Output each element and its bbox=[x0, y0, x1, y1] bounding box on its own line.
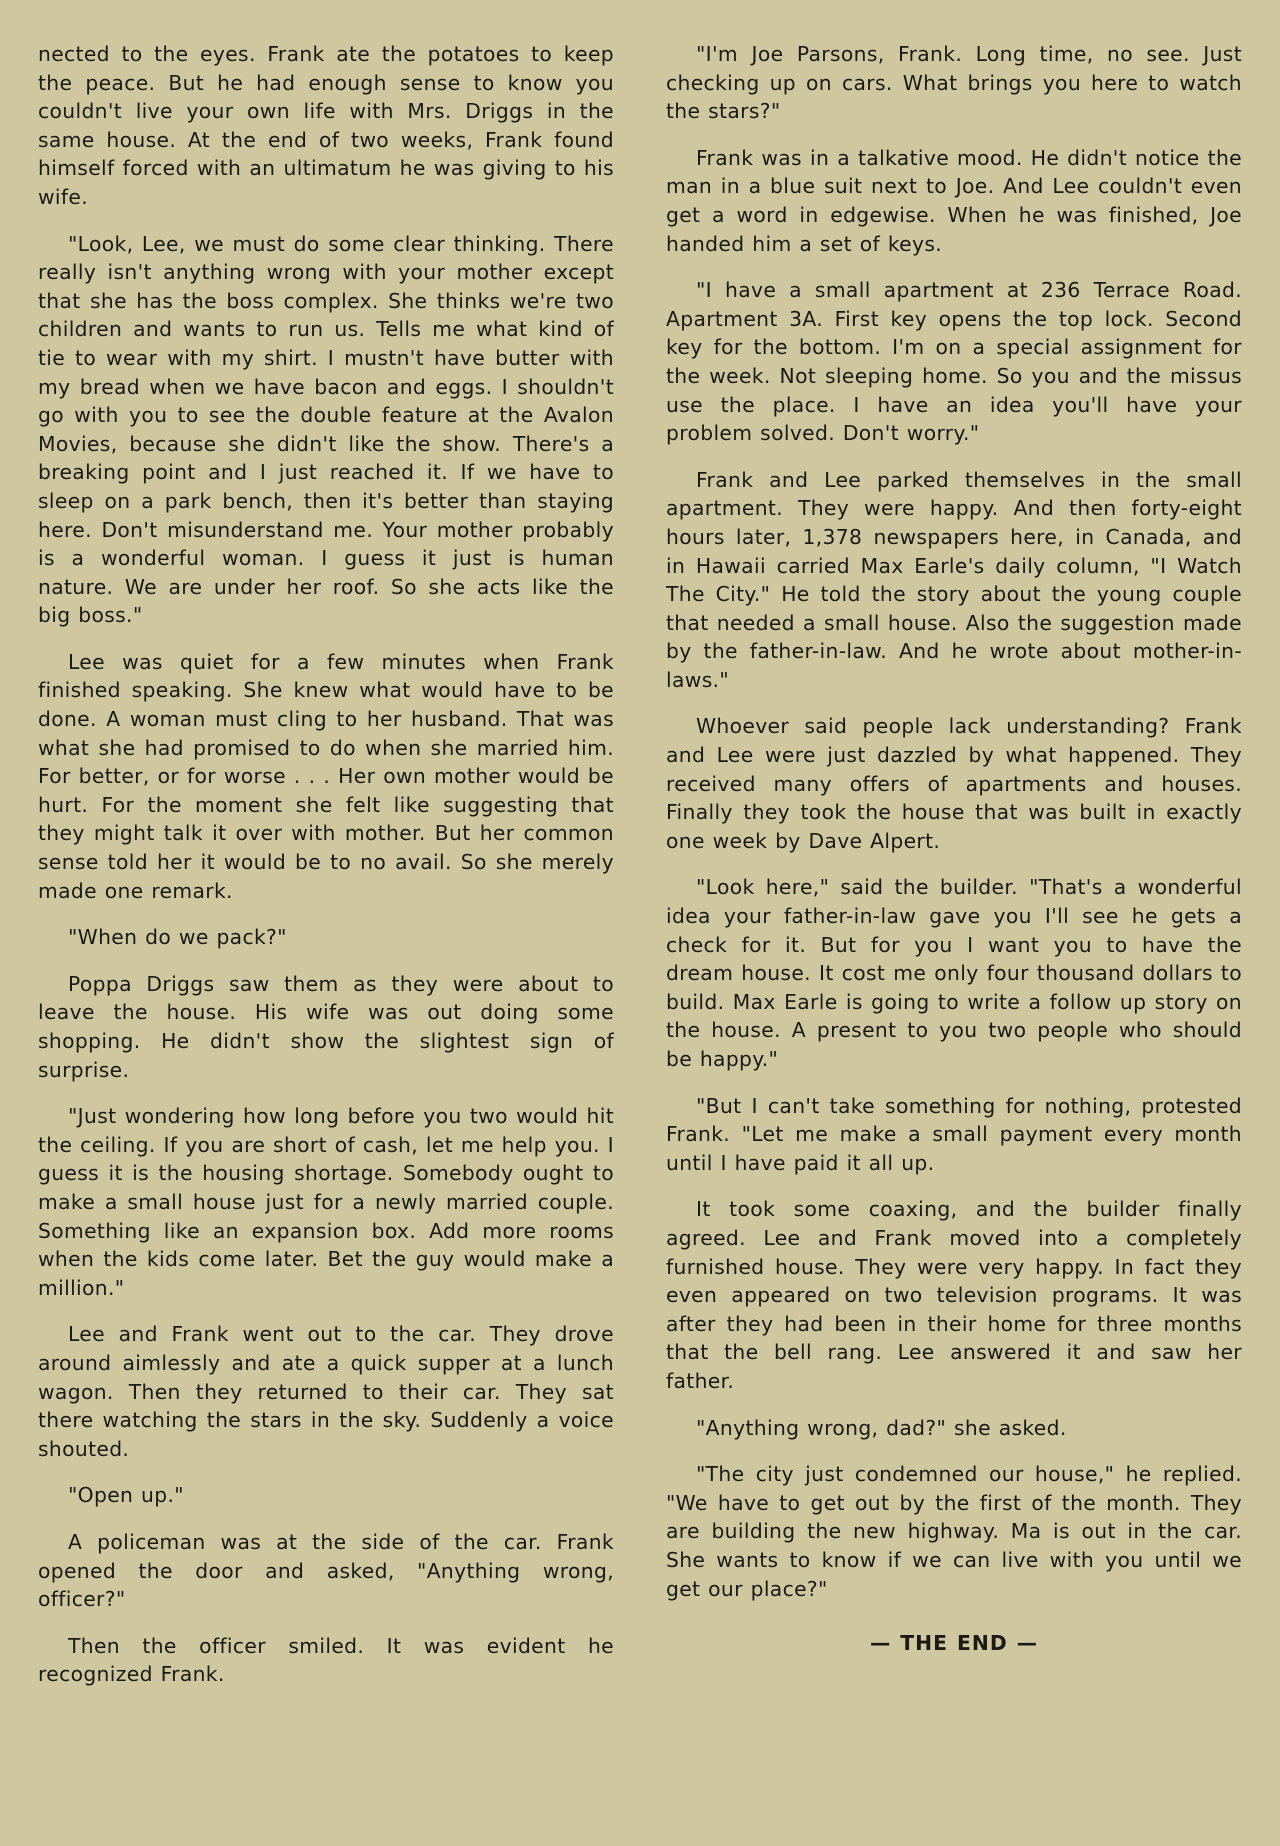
paragraph: Lee was quiet for a few minutes when Frank finished speaking. She knew what would have to be done. A woman must cling to her husband. That was what she had promised to do when she married him. For better, or for worse . . . Her own mother would be hurt. For the moment she felt like suggesting that they might talk it over with mother. But her common sense told her it would be to no avail. So she merely made one remark. bbox=[38, 649, 614, 903]
left-text-column bbox=[38, 40, 614, 1707]
paragraph: Whoever said people lack understanding? Frank and Lee were just dazzled by what happened. They received many offers of apartments and houses. Finally they took the house that was built in exactly one week by Dave Alpert. bbox=[666, 714, 1242, 853]
paragraph: "The city just condemned our house," he replied. "We have to get out by the first of the month. They are building the new highway. Ma is out in the car. She wants to know if we can live with you until we get our place?" bbox=[666, 1462, 1242, 1601]
paragraph: Poppa Driggs saw them as they were about to leave the house. His wife was out doing some shopping. He didn't show the slightest sign of surprise. bbox=[38, 971, 614, 1082]
paragraph: "Anything wrong, dad?" she asked. bbox=[696, 1415, 1067, 1440]
right-text-column bbox=[666, 40, 1242, 1676]
paragraph: "Open up." bbox=[68, 1483, 184, 1508]
the-end-label: — THE END — bbox=[869, 1631, 1039, 1656]
paragraph: nected to the eyes. Frank ate the potatoes to keep the peace. But he had enough sense to know you couldn't live your own life with Mrs. Driggs in the same house. At the end of two weeks, Frank found himself forced with an ultimatum he was giving to his wife. bbox=[38, 42, 614, 209]
paragraph: Frank and Lee parked themselves in the small apartment. They were happy. And then forty-eight hours later, 1,378 newspapers here, in Canada, and in Hawaii carried Max Earle's daily column, "I Watch The City." He told the story about the young couple that needed a small house. Also the suggestion made by the father-in-law. And he wrote about mother-in-laws." bbox=[666, 467, 1242, 692]
paragraph: "Look here," said the builder. "That's a wonderful idea your father-in-law gave you I'll see he gets a check for it. But for you I want you to have the dream house. It cost me only four thousand dollars to build. Max Earle is going to write a follow up story on the house. A present to you two people who should be happy." bbox=[666, 875, 1242, 1071]
paragraph: Then the officer smiled. It was evident he recognized Frank. bbox=[38, 1633, 614, 1687]
paragraph: "Look, Lee, we must do some clear thinking. There really isn't anything wrong with your mother except that she has the boss complex. She thinks we're two children and wants to run us. Tells me what kind of tie to wear with my shirt. I mustn't have butter with my bread when we have bacon and eggs. I shouldn't go with you to see the double feature at the Avalon Movies, because she didn't like the show. There's a breaking point and I just reached it. If we have to sleep on a park bench, then it's better than staying here. Don't misunderstand me. Your mother probably is a wonderful woman. I guess it just is human nature. We are under her roof. So she acts like the big boss." bbox=[38, 231, 614, 628]
paragraph: Lee and Frank went out to the car. They drove around aimlessly and ate a quick supper at a lunch wagon. Then they returned to their car. They sat there watching the stars in the sky. Suddenly a voice shouted. bbox=[38, 1322, 614, 1461]
paragraph: "When do we pack?" bbox=[68, 925, 287, 950]
paragraph: Frank was in a talkative mood. He didn't notice the man in a blue suit next to Joe. And Lee couldn't even get a word in edgewise. When he was finished, Joe handed him a set of keys. bbox=[666, 145, 1242, 256]
paragraph: "I have a small apartment at 236 Terrace Road. Apartment 3A. First key opens the top lock. Second key for the bottom. I'm on a special assignment for the week. Not sleeping home. So you and the missus use the place. I have an idea you'll have your problem solved. Don't worry." bbox=[666, 278, 1242, 446]
paragraph: A policeman was at the side of the car. Frank opened the door and asked, "Anything wrong, officer?" bbox=[38, 1529, 614, 1612]
paragraph: "But I can't take something for nothing, protested Frank. "Let me make a small payment every month until I have paid it all up. bbox=[666, 1093, 1242, 1175]
paragraph: "I'm Joe Parsons, Frank. Long time, no see. Just checking up on cars. What brings you here to watch the stars?" bbox=[666, 42, 1242, 124]
paragraph: "Just wondering how long before you two would hit the ceiling. If you are short of cash, let me help you. I guess it is the housing shortage. Somebody ought to make a small house just for a newly married couple. Something like an expansion box. Add more rooms when the kids come later. Bet the guy would make a million." bbox=[38, 1104, 614, 1300]
paragraph: It took some coaxing, and the builder finally agreed. Lee and Frank moved into a completely furnished house. They were very happy. In fact they even appeared on two television programs. It was after they had been in their home for three months that the bell rang. Lee answered it and saw her father. bbox=[666, 1197, 1242, 1393]
